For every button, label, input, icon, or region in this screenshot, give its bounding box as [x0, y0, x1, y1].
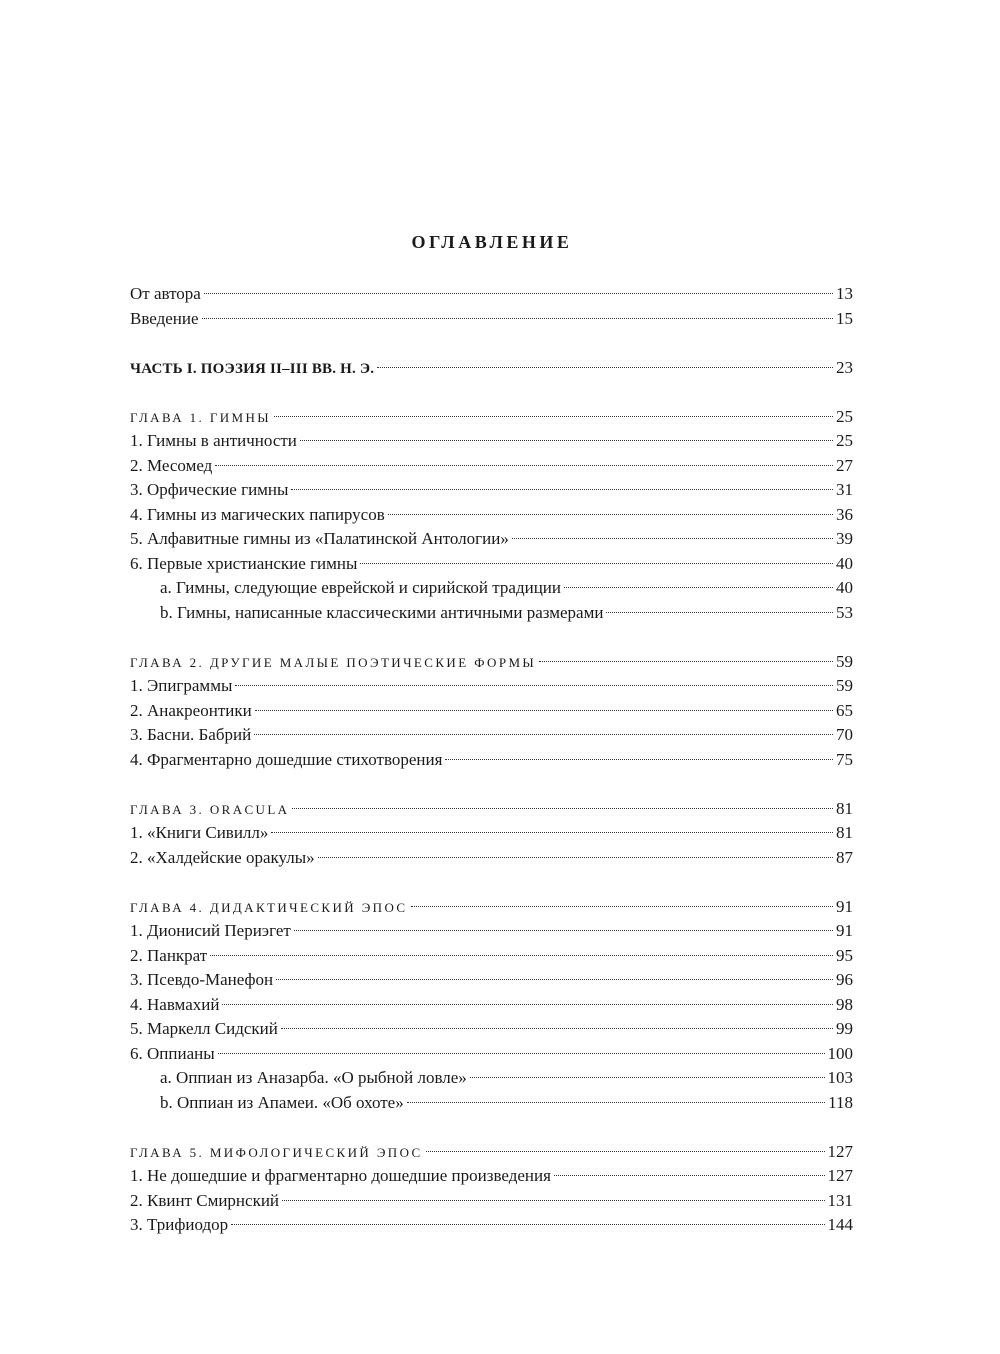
toc-page-number: 100: [827, 1043, 853, 1063]
dot-leader: [291, 489, 833, 490]
chapter-heading: ГЛАВА 2. ДРУГИЕ МАЛЫЕ ПОЭТИЧЕСКИЕ ФОРМЫ: [130, 654, 537, 670]
toc-entry-label: 3. Псевдо-Манефон: [130, 970, 274, 989]
toc-entry-label: 5. Маркелл Сидский: [130, 1019, 278, 1038]
toc-page-number: 65: [836, 700, 853, 720]
toc-page-number: 25: [836, 431, 853, 450]
dot-leader: [407, 1102, 825, 1103]
toc-entry: [130, 968, 853, 993]
dot-leader: [282, 1200, 824, 1201]
toc-page-number: 103: [827, 1068, 853, 1087]
dot-leader: [300, 440, 833, 441]
toc-page-number: 91: [836, 921, 853, 940]
toc-entry-label: 1. Эпиграммы: [130, 676, 233, 695]
dot-leader: [388, 514, 833, 515]
toc-page-number: 131: [827, 1190, 853, 1210]
dot-leader: [202, 318, 833, 319]
toc-entry: [130, 1213, 853, 1238]
toc-entry-label: От автора: [130, 284, 201, 303]
toc-page-number: 118: [828, 1092, 853, 1112]
toc-entry: [130, 552, 853, 577]
toc-entry-label: 2. «Халдейские оракулы»: [130, 847, 315, 867]
toc-page-number: 59: [836, 676, 853, 695]
toc-entry-from-author: [130, 282, 853, 307]
toc-subentry: [130, 1066, 853, 1091]
toc-page-number: 31: [836, 480, 853, 499]
dot-leader: [564, 587, 833, 588]
dot-leader: [210, 955, 833, 956]
dot-leader: [606, 612, 833, 613]
toc-entry: [130, 944, 853, 969]
toc-page-number: 70: [836, 725, 853, 744]
toc-entry-label: 3. Орфические гимны: [130, 480, 289, 499]
toc-chapter-5: [130, 1140, 853, 1165]
dot-leader: [294, 930, 833, 931]
chapter-heading: ГЛАВА 1. ГИМНЫ: [130, 409, 272, 425]
toc-entry: [130, 1042, 853, 1067]
dot-leader: [292, 808, 833, 809]
toc-page-number: 98: [836, 994, 853, 1014]
toc-page-number: 95: [836, 945, 853, 965]
toc-chapter-3: [130, 797, 853, 822]
dot-leader: [470, 1077, 825, 1078]
dot-leader: [274, 416, 833, 417]
toc-entry-label: 1. «Книги Сивилл»: [130, 823, 269, 842]
dot-leader: [255, 710, 833, 711]
toc-entry-label: 2. Панкрат: [130, 945, 208, 965]
chapter-heading: ГЛАВА 3. ORACULA: [130, 801, 290, 817]
toc-page-number: 13: [836, 284, 853, 303]
toc-entry: [130, 846, 853, 871]
dot-leader: [254, 734, 833, 735]
part-heading: ЧАСТЬ I. ПОЭЗИЯ II–III ВВ. Н. Э.: [130, 360, 375, 377]
toc-subentry: [130, 1091, 853, 1116]
toc-entry: [130, 454, 853, 479]
toc-subentry: [130, 576, 853, 601]
toc-entry: [130, 429, 853, 454]
toc-page-number: 91: [836, 896, 853, 916]
table-of-contents: [130, 282, 853, 1238]
toc-entry: [130, 503, 853, 528]
toc-entry-label: b. Гимны, написанные классическими античными размерами: [160, 602, 604, 622]
dot-leader: [360, 563, 833, 564]
toc-entry: [130, 1017, 853, 1042]
toc-entry-label: 4. Фрагментарно дошедшие стихотворения: [130, 749, 443, 769]
toc-entry-label: 4. Гимны из магических папирусов: [130, 504, 385, 524]
toc-entry: [130, 821, 853, 846]
toc-entry-label: 2. Анакреонтики: [130, 700, 252, 720]
toc-entry-label: 2. Квинт Смирнский: [130, 1190, 280, 1210]
dot-leader: [204, 293, 833, 294]
toc-page-number: 99: [836, 1019, 853, 1038]
toc-entry: [130, 1164, 853, 1189]
toc-entry-label: Введение: [130, 308, 199, 328]
toc-page-number: 15: [836, 308, 853, 328]
toc-entry-label: 2. Месомед: [130, 455, 213, 475]
dot-leader: [426, 1151, 825, 1152]
dot-leader: [539, 661, 833, 662]
toc-entry-label: 4. Навмахий: [130, 994, 220, 1014]
toc-page-number: 87: [836, 847, 853, 867]
toc-page-number: 40: [836, 578, 853, 597]
toc-page-number: 127: [827, 1166, 853, 1185]
toc-chapter-4: [130, 895, 853, 920]
toc-entry: [130, 993, 853, 1018]
dot-leader: [222, 1004, 833, 1005]
toc-page-number: 27: [836, 455, 853, 475]
dot-leader: [318, 857, 833, 858]
dot-leader: [445, 759, 833, 760]
toc-chapter-2: [130, 650, 853, 675]
toc-entry: [130, 699, 853, 724]
dot-leader: [218, 1053, 825, 1054]
dot-leader: [215, 465, 833, 466]
toc-entry-label: 6. Оппианы: [130, 1043, 215, 1063]
toc-part-1: [130, 356, 853, 381]
toc-entry-label: 3. Басни. Бабрий: [130, 725, 252, 744]
toc-page-number: 36: [836, 504, 853, 524]
toc-page-number: 81: [836, 798, 853, 818]
toc-entry: [130, 919, 853, 944]
dot-leader: [281, 1028, 833, 1029]
toc-entry: [130, 478, 853, 503]
toc-entry-label: 5. Алфавитные гимны из «Палатинской Антологии»: [130, 529, 509, 548]
dot-leader: [554, 1175, 825, 1176]
toc-page-number: 75: [836, 749, 853, 769]
toc-page-number: 127: [827, 1141, 853, 1161]
toc-entry-label: 1. Дионисий Периэгет: [130, 921, 291, 940]
chapter-heading: ГЛАВА 4. ДИДАКТИЧЕСКИЙ ЭПОС: [130, 899, 408, 915]
toc-page-number: 96: [836, 970, 853, 989]
toc-entry: [130, 674, 853, 699]
toc-entry-label: b. Оппиан из Апамеи. «Об охоте»: [160, 1092, 404, 1112]
dot-leader: [276, 979, 833, 980]
dot-leader: [411, 906, 834, 907]
toc-entry: [130, 527, 853, 552]
toc-page-number: 81: [836, 823, 853, 842]
toc-entry: [130, 1189, 853, 1214]
page-title: ОГЛАВЛЕНИЕ: [411, 232, 573, 252]
chapter-heading: ГЛАВА 5. МИФОЛОГИЧЕСКИЙ ЭПОС: [130, 1144, 423, 1160]
toc-entry-label: 6. Первые христианские гимны: [130, 553, 358, 573]
toc-entry: [130, 723, 853, 748]
toc-page-number: 39: [836, 529, 853, 548]
toc-entry-introduction: [130, 307, 853, 332]
toc-page-number: 23: [836, 357, 853, 377]
toc-entry-label: a. Оппиан из Аназарба. «О рыбной ловле»: [160, 1068, 467, 1087]
dot-leader: [512, 538, 833, 539]
toc-entry-label: 3. Трифиодор: [130, 1215, 229, 1234]
toc-entry-label: 1. Не дошедшие и фрагментарно дошедшие произведения: [130, 1166, 551, 1185]
toc-entry-label: a. Гимны, следующие еврейской и сирийской традиции: [160, 578, 561, 597]
dot-leader: [235, 685, 833, 686]
toc-page-number: 59: [836, 651, 853, 671]
toc-subentry: [130, 601, 853, 626]
toc-page-number: 40: [836, 553, 853, 573]
dot-leader: [377, 367, 833, 368]
toc-entry-label: 1. Гимны в античности: [130, 431, 297, 450]
toc-page-number: 25: [836, 406, 853, 426]
dot-leader: [271, 832, 833, 833]
dot-leader: [231, 1224, 824, 1225]
toc-page-number: 144: [827, 1215, 853, 1234]
toc-chapter-1: [130, 405, 853, 430]
toc-page-number: 53: [836, 602, 853, 622]
toc-entry: [130, 748, 853, 773]
